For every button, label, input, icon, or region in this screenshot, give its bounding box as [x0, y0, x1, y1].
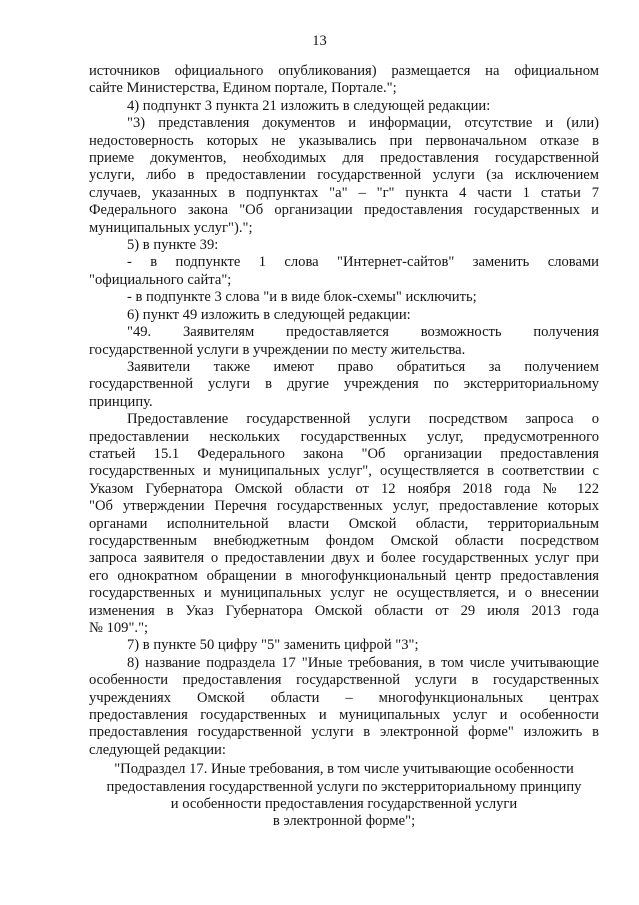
text-line: учреждениях Омской области – многофункциональных центрах [89, 689, 599, 706]
paragraph [89, 98, 599, 115]
subsection-heading [89, 761, 599, 831]
text-line: статьей 15.1 Федерального закона "Об организации предоставления [89, 445, 599, 462]
paragraph [89, 115, 599, 237]
text-line: органами исполнительной власти Омской области, территориальным [89, 515, 599, 532]
heading-line: в электронной форме"; [272, 813, 416, 830]
text-line: предоставления государственных и муниципальных услуг и особенности [89, 707, 599, 724]
text-line: запроса заявителя о предоставлении двух и более государственных услуг при [89, 550, 599, 567]
text-line: предоставления государственной услуги в электронной форме" изложить в [89, 724, 599, 741]
paragraph [89, 324, 599, 359]
text-line: 6) пункт 49 изложить в следующей редакции: [127, 306, 411, 323]
text-line: государственной услуги в учреждении по месту жительства. [89, 341, 466, 358]
text-line: недостоверность которых не указывались при первоначальном отказе в [89, 132, 599, 149]
text-line: муниципальных услуг")."; [89, 219, 253, 236]
text-line: государственных и муниципальных услуг не осуществляется, и о внесении [89, 585, 599, 602]
text-line: - в подпункте 3 слова "и в виде блок-схемы" исключить; [127, 289, 477, 306]
text-line: - в подпункте 1 слова "Интернет-сайтов" заменить словами [127, 254, 599, 271]
text-line: "49. Заявителям предоставляется возможность получения [127, 324, 599, 341]
text-line: изменения в Указ Губернатора Омской области от 29 июля 2013 года [89, 602, 599, 619]
text-line: его однократном обращении в многофункциональный центр предоставления [89, 567, 599, 584]
text-line: особенности предоставления государственной услуги в государственных [89, 672, 599, 689]
text-line: 8) название подраздела 17 "Иные требования, в том числе учитывающие [127, 654, 599, 671]
text-line: № 109"."; [89, 620, 149, 636]
text-line: "3) представления документов и информации, отсутствие и (или) [127, 115, 599, 132]
text-line: сайте Министерства, Едином портале, Портале."; [89, 80, 397, 97]
heading-line: и особенности предоставления государственной услуги [170, 796, 518, 813]
text-line: принципу. [89, 393, 153, 410]
text-line: Федерального закона "Об организации предоставления государственных и [89, 202, 599, 219]
text-line: государственным внебюджетным фондом Омской области посредством [89, 532, 599, 549]
text-line: услуги, либо в предоставлении государственной услуги (за исключением [89, 167, 599, 184]
text-line: "Об утверждении Перечня государственных услуг, предоставление которых [89, 498, 599, 515]
text-line: предоставлении нескольких государственных услуг, предусмотренного [89, 428, 599, 445]
text-line: 5) в пункте 39: [127, 237, 219, 254]
page-number: 13 [312, 33, 327, 49]
text-line: Предоставление государственной услуги посредством запроса о [127, 411, 599, 428]
text-line: государственной услуги в другие учреждения по экстерриториальному [89, 376, 599, 393]
paragraph [89, 63, 599, 98]
document-body [89, 63, 599, 831]
paragraph [89, 237, 599, 254]
paragraph [89, 637, 599, 654]
text-line: 4) подпункт 3 пункта 21 изложить в следующей редакции: [127, 97, 491, 114]
heading-line: предоставления государственной услуги по экстерриториальному принципу [106, 778, 582, 795]
paragraph [89, 359, 599, 411]
text-line: приеме документов, необходимых для предоставления государственной [89, 150, 599, 167]
text-line: источников официального опубликования) размещается на официальном [89, 63, 599, 79]
text-line: "официального сайта"; [89, 271, 232, 288]
text-line: 7) в пункте 50 цифру "5" заменить цифрой "3"; [127, 637, 419, 654]
text-line: случаев, указанных в подпунктах "а" – "г" пункта 4 части 1 статьи 7 [89, 184, 599, 201]
paragraph [89, 254, 599, 289]
paragraph [89, 411, 599, 637]
text-line: государственных и муниципальных услуг", осуществляется в соответствии с [89, 463, 599, 480]
paragraph [89, 289, 599, 306]
text-line: Указом Губернатора Омской области от 12 ноября 2018 года № 122 [89, 480, 599, 497]
paragraph [89, 655, 599, 759]
text-line: следующей редакции: [89, 741, 226, 758]
heading-line: "Подраздел 17. Иные требования, в том числе учитывающие особенности [114, 761, 574, 778]
paragraph [89, 307, 599, 324]
text-line: Заявители также имеют право обратиться за получением [127, 358, 599, 375]
